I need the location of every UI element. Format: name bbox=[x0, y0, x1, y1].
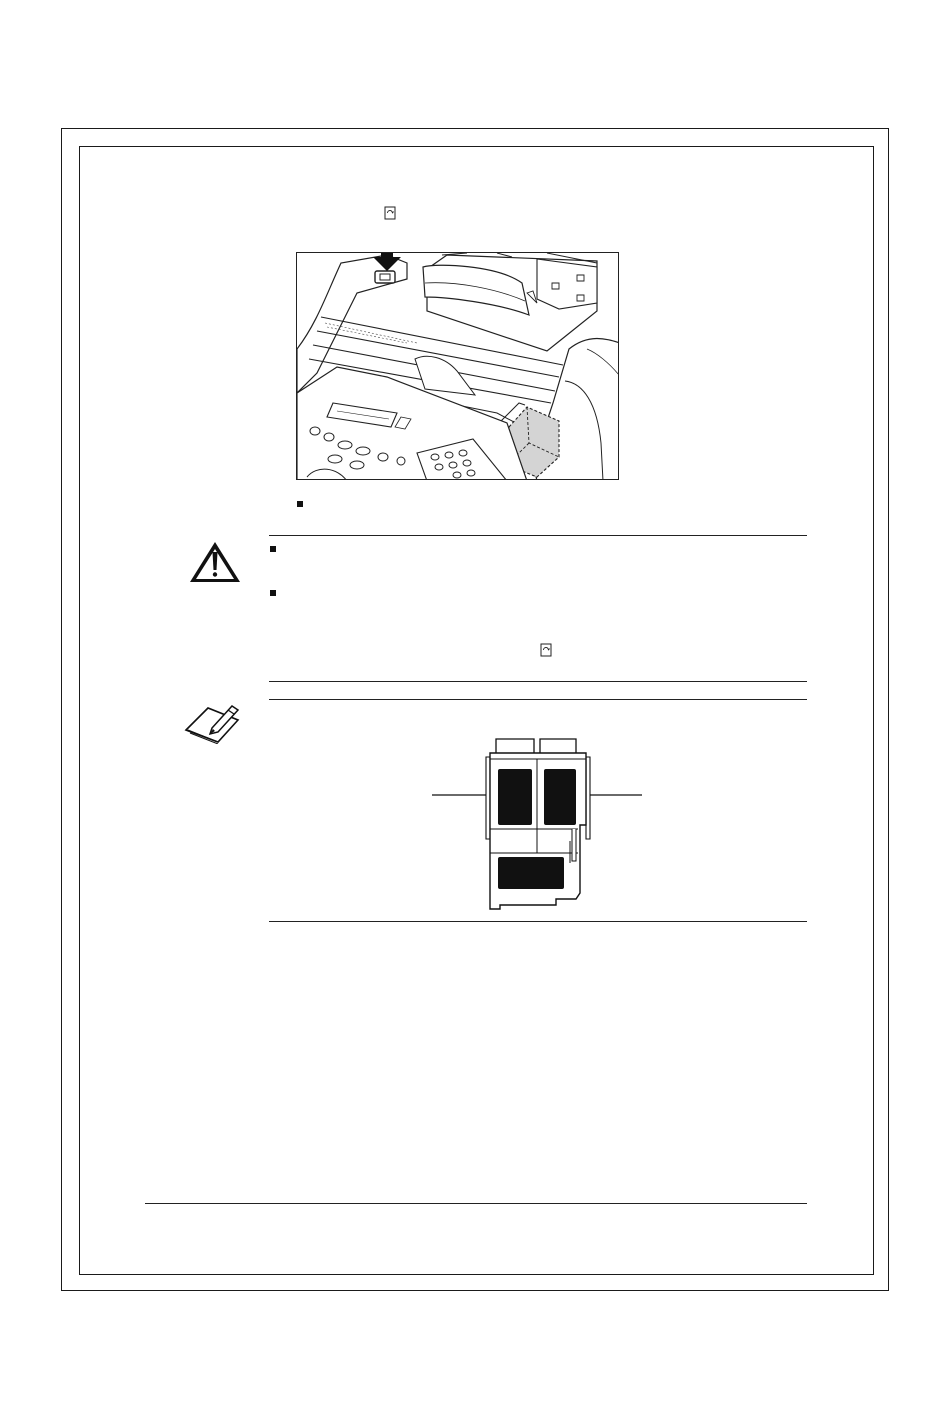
footer-rule bbox=[145, 1203, 807, 1204]
fax-machine-illustration bbox=[296, 252, 619, 480]
fax-machine-drawing bbox=[297, 253, 619, 480]
caution-bullet-1 bbox=[270, 546, 276, 552]
caution-top-rule bbox=[269, 535, 807, 536]
cartridge-holder-illustration bbox=[430, 733, 646, 915]
notepad-pencil-icon bbox=[182, 700, 244, 744]
note-bottom-rule bbox=[269, 921, 807, 922]
caption-bullet bbox=[297, 501, 303, 507]
caution-bullet-2 bbox=[270, 590, 276, 596]
machine-button-icon bbox=[540, 643, 552, 657]
caution-bottom-rule bbox=[269, 681, 807, 682]
note-top-rule bbox=[269, 699, 807, 700]
warning-triangle-icon bbox=[188, 540, 242, 584]
machine-button-icon bbox=[384, 206, 396, 220]
